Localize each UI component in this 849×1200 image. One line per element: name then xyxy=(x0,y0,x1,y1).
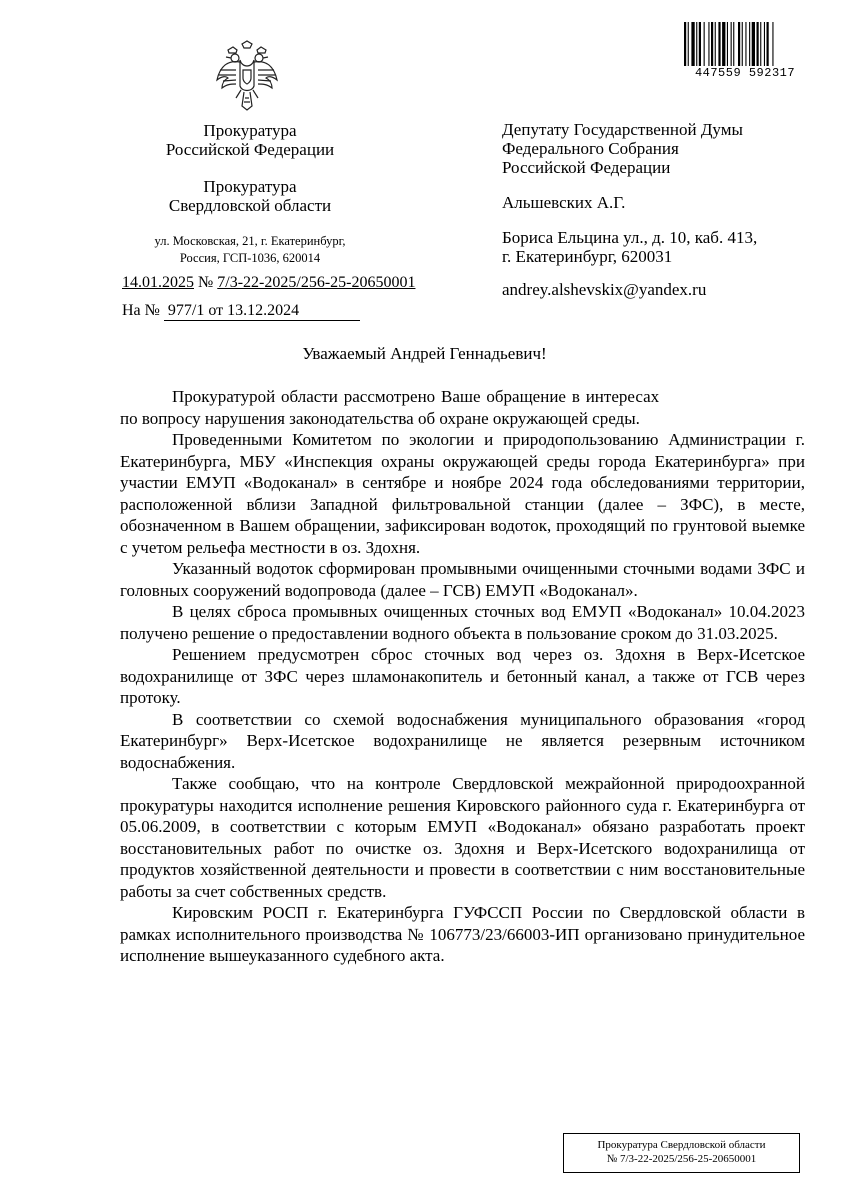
recipient-block xyxy=(502,120,822,299)
sender-org xyxy=(140,121,360,159)
sender-suborg-line2: Свердловской области xyxy=(168,196,332,215)
recipient-name: Альшевских А.Г. xyxy=(502,193,626,212)
stamp-line2: № 7/3-22-2025/256-25-20650001 xyxy=(606,1153,757,1165)
registration-stamp xyxy=(563,1133,800,1173)
recipient-email: andrey.alshevskix@yandex.ru xyxy=(502,280,707,299)
paragraph-1-part-b: по вопросу нарушения законодательства об охране окружающей среды. xyxy=(120,408,640,428)
recipient-line1: Депутату Государственной Думы xyxy=(502,120,743,139)
barcode-icon xyxy=(684,22,802,66)
recipient-line3: Российской Федерации xyxy=(502,158,671,177)
sender-suborg-line1: Прокуратура xyxy=(203,177,297,196)
paragraph-1-part-a: Прокуратурой области рассмотрено Ваше обращение в интересах xyxy=(172,387,660,406)
recipient-address1: Бориса Ельцина ул., д. 10, каб. 413, xyxy=(502,228,758,247)
paragraph-3: Указанный водоток сформирован промывными очищенными сточными водами ЗФС и головных сооружений водопровода (далее – ГСВ) ЕМУП «Водоканал». xyxy=(120,559,805,600)
registration-date: 14.01.2025 xyxy=(122,274,194,291)
sender-address-line1: ул. Московская, 21, г. Екатеринбург, xyxy=(154,234,346,248)
reply-value: 977/1 от 13.12.2024 xyxy=(164,302,360,321)
registration-number: 7/3-22-2025/256-25-20650001 xyxy=(217,274,416,291)
reply-label: На № xyxy=(122,302,160,319)
paragraph-5: Решением предусмотрен сброс сточных вод через оз. Здохня в Верх-Исетское водохранилище от ЗФС через шламонакопитель и бетонный канал, а также от ГСВ через протоку. xyxy=(120,645,805,707)
greeting: Уважаемый Андрей Геннадьевич! xyxy=(302,344,547,363)
sender-org-line1: Прокуратура xyxy=(203,121,297,140)
stamp-line1: Прокуратура Свердловской области xyxy=(597,1139,766,1151)
letter-body xyxy=(120,386,805,967)
sender-address xyxy=(110,233,390,267)
sender-org-line2: Российской Федерации xyxy=(165,140,335,159)
reply-reference xyxy=(122,302,360,321)
paragraph-7: Также сообщаю, что на контроле Свердловской межрайонной природоохранной прокуратуры находится исполнение решения Кировского районного суда г. Екатеринбурга от 05.06.2009, в соответствии с которым ЕМУП «Водоканал» обязано разработать проект восстановительных работ по очистке оз. Здохня и Верх-Исетского водохранилища от продуктов хозяйственной деятельности и провести в соответствии с ним восстановительные работы за счет собственных средств. xyxy=(120,774,805,901)
paragraph-4: В целях сброса промывных очищенных сточных вод ЕМУП «Водоканал» 10.04.2023 получено решение о предоставлении водного объекта в пользование сроком до 31.03.2025. xyxy=(120,602,805,643)
recipient-address2: г. Екатеринбург, 620031 xyxy=(502,247,673,266)
coat-of-arms-icon xyxy=(214,40,280,112)
sender-address-line2: Россия, ГСП-1036, 620014 xyxy=(179,251,321,265)
paragraph-2: Проведенными Комитетом по экологии и природопользованию Администрации г. Екатеринбурга, МБУ «Инспекция охраны окружающей среды города Екатеринбурга» при участии ЕМУП «Водоканал» в сентябре и ноябре 2024 года обследованиями территории, расположенной вблизи Западной фильтровальной станции (далее – ЗФС), в месте, обозначенном в Вашем обращении, зафиксирован водоток, проходящий по грунтовой выемке с учетом рельефа местности в оз. Здохня. xyxy=(120,430,805,557)
paragraph-6: В соответствии со схемой водоснабжения муниципального образования «город Екатеринбург» Верх-Исетское водохранилище не является резервным источником водоснабжения. xyxy=(120,709,805,772)
paragraph-8: Кировским РОСП г. Екатеринбурга ГУФССП России по Свердловской области в рамках исполнительного производства № 106773/23/66003-ИП организовано принудительное исполнение вышеуказанного судебного акта. xyxy=(120,903,805,965)
paragraph-1 xyxy=(120,386,805,429)
recipient-line2: Федерального Собрания xyxy=(502,139,679,158)
registration-no-sign: № xyxy=(198,274,214,291)
barcode-number: 447559 592317 xyxy=(694,66,796,80)
registration-line xyxy=(122,274,415,292)
sender-suborg xyxy=(140,177,360,215)
